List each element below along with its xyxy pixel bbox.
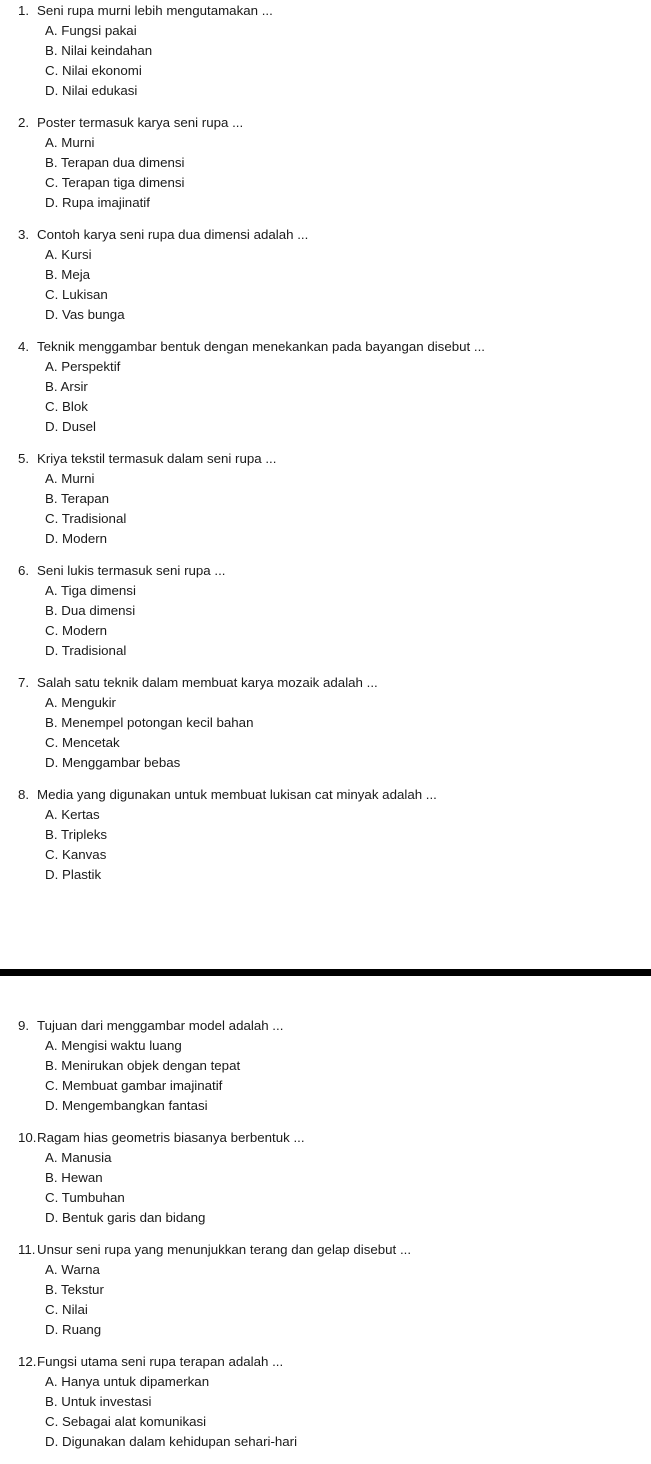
answer-option: C. Kanvas — [45, 847, 107, 862]
question-line — [0, 1352, 651, 1372]
question-item — [0, 1352, 651, 1464]
answer-option: D. Bentuk garis dan bidang — [45, 1210, 206, 1225]
question-item — [0, 673, 651, 785]
question-item — [0, 1, 651, 113]
question-text: Tujuan dari menggambar model adalah ... — [37, 1018, 284, 1033]
answer-option: A. Manusia — [45, 1150, 112, 1165]
question-line — [0, 561, 651, 581]
question-number: 7. — [18, 675, 30, 690]
answer-option: B. Tripleks — [45, 827, 108, 842]
question-number: 8. — [18, 787, 30, 802]
question-line — [0, 673, 651, 693]
answer-option: B. Menirukan objek dengan tepat — [45, 1058, 241, 1073]
answer-option: C. Blok — [45, 399, 88, 414]
question-text: Contoh karya seni rupa dua dimensi adalah ... — [37, 227, 309, 242]
answer-option: D. Mengembangkan fantasi — [45, 1098, 208, 1113]
question-line — [0, 337, 651, 357]
answer-option: C. Mencetak — [45, 735, 120, 750]
question-item — [0, 1128, 651, 1240]
answer-option: D. Plastik — [45, 867, 102, 882]
answer-option: C. Terapan tiga dimensi — [45, 175, 185, 190]
question-text: Ragam hias geometris biasanya berbentuk ... — [37, 1130, 305, 1145]
question-line — [0, 1, 651, 21]
question-number: 9. — [18, 1018, 30, 1033]
question-text: Fungsi utama seni rupa terapan adalah ... — [37, 1354, 284, 1369]
question-text: Media yang digunakan untuk membuat lukisan cat minyak adalah ... — [37, 787, 437, 802]
answer-option: D. Tradisional — [45, 643, 127, 658]
question-number: 5. — [18, 451, 30, 466]
answer-option: A. Kursi — [45, 247, 92, 262]
question-line — [0, 449, 651, 469]
answer-option: A. Mengukir — [45, 695, 116, 710]
answer-option: B. Terapan — [45, 491, 110, 506]
question-number: 1. — [18, 3, 30, 18]
question-item — [0, 1016, 651, 1128]
answer-option: C. Membuat gambar imajinatif — [45, 1078, 223, 1093]
question-text: Seni lukis termasuk seni rupa ... — [37, 563, 226, 578]
question-line — [0, 113, 651, 133]
question-number: 10. — [18, 1130, 37, 1145]
answer-option: A. Kertas — [45, 807, 100, 822]
answer-option: D. Ruang — [45, 1322, 102, 1337]
question-line — [0, 225, 651, 245]
answer-option: B. Nilai keindahan — [45, 43, 153, 58]
answer-option: B. Menempel potongan kecil bahan — [45, 715, 254, 730]
question-list-part-2 — [0, 1016, 651, 1464]
answer-option: C. Nilai ekonomi — [45, 63, 142, 78]
answer-option: B. Untuk investasi — [45, 1394, 152, 1409]
question-item — [0, 225, 651, 337]
question-item — [0, 113, 651, 225]
answer-option: C. Nilai — [45, 1302, 88, 1317]
question-text: Seni rupa murni lebih mengutamakan ... — [37, 3, 273, 18]
answer-option: B. Meja — [45, 267, 91, 282]
answer-option: A. Hanya untuk dipamerkan — [45, 1374, 210, 1389]
question-text: Kriya tekstil termasuk dalam seni rupa ... — [37, 451, 277, 466]
answer-option: D. Vas bunga — [45, 307, 125, 322]
question-item — [0, 1240, 651, 1352]
question-number: 4. — [18, 339, 30, 354]
answer-option: B. Terapan dua dimensi — [45, 155, 185, 170]
question-number: 3. — [18, 227, 30, 242]
question-list-part-1 — [0, 1, 651, 897]
answer-option: C. Modern — [45, 623, 108, 638]
answer-option: D. Nilai edukasi — [45, 83, 138, 98]
answer-option: C. Lukisan — [45, 287, 108, 302]
question-number: 2. — [18, 115, 30, 130]
answer-option: D. Rupa imajinatif — [45, 195, 150, 210]
answer-option: C. Sebagai alat komunikasi — [45, 1414, 207, 1429]
answer-option: A. Perspektif — [45, 359, 121, 374]
question-line — [0, 1240, 651, 1260]
answer-option: D. Modern — [45, 531, 108, 546]
question-text: Unsur seni rupa yang menunjukkan terang dan gelap disebut ... — [37, 1242, 412, 1257]
question-number: 11. — [18, 1242, 36, 1257]
answer-option: C. Tumbuhan — [45, 1190, 125, 1205]
question-text: Salah satu teknik dalam membuat karya mozaik adalah ... — [37, 675, 378, 690]
question-item — [0, 561, 651, 673]
page-divider — [0, 969, 651, 976]
question-text: Teknik menggambar bentuk dengan menekankan pada bayangan disebut ... — [37, 339, 485, 354]
question-item — [0, 449, 651, 561]
question-text: Poster termasuk karya seni rupa ... — [37, 115, 244, 130]
answer-option: A. Murni — [45, 135, 95, 150]
question-line — [0, 785, 651, 805]
question-line — [0, 1128, 651, 1148]
answer-option: A. Warna — [45, 1262, 100, 1277]
question-item — [0, 337, 651, 449]
answer-option: A. Mengisi waktu luang — [45, 1038, 182, 1053]
answer-option: B. Arsir — [45, 379, 88, 394]
answer-option: A. Tiga dimensi — [45, 583, 136, 598]
answer-option: B. Hewan — [45, 1170, 103, 1185]
question-item — [0, 785, 651, 897]
question-number: 6. — [18, 563, 30, 578]
answer-option: A. Murni — [45, 471, 95, 486]
question-number: 12. — [18, 1354, 37, 1369]
answer-option: D. Menggambar bebas — [45, 755, 181, 770]
answer-option: B. Dua dimensi — [45, 603, 136, 618]
answer-option: C. Tradisional — [45, 511, 127, 526]
answer-option: B. Tekstur — [45, 1282, 104, 1297]
answer-option: A. Fungsi pakai — [45, 23, 137, 38]
question-line — [0, 1016, 651, 1036]
answer-option: D. Digunakan dalam kehidupan sehari-hari — [45, 1434, 298, 1449]
answer-option: D. Dusel — [45, 419, 96, 434]
